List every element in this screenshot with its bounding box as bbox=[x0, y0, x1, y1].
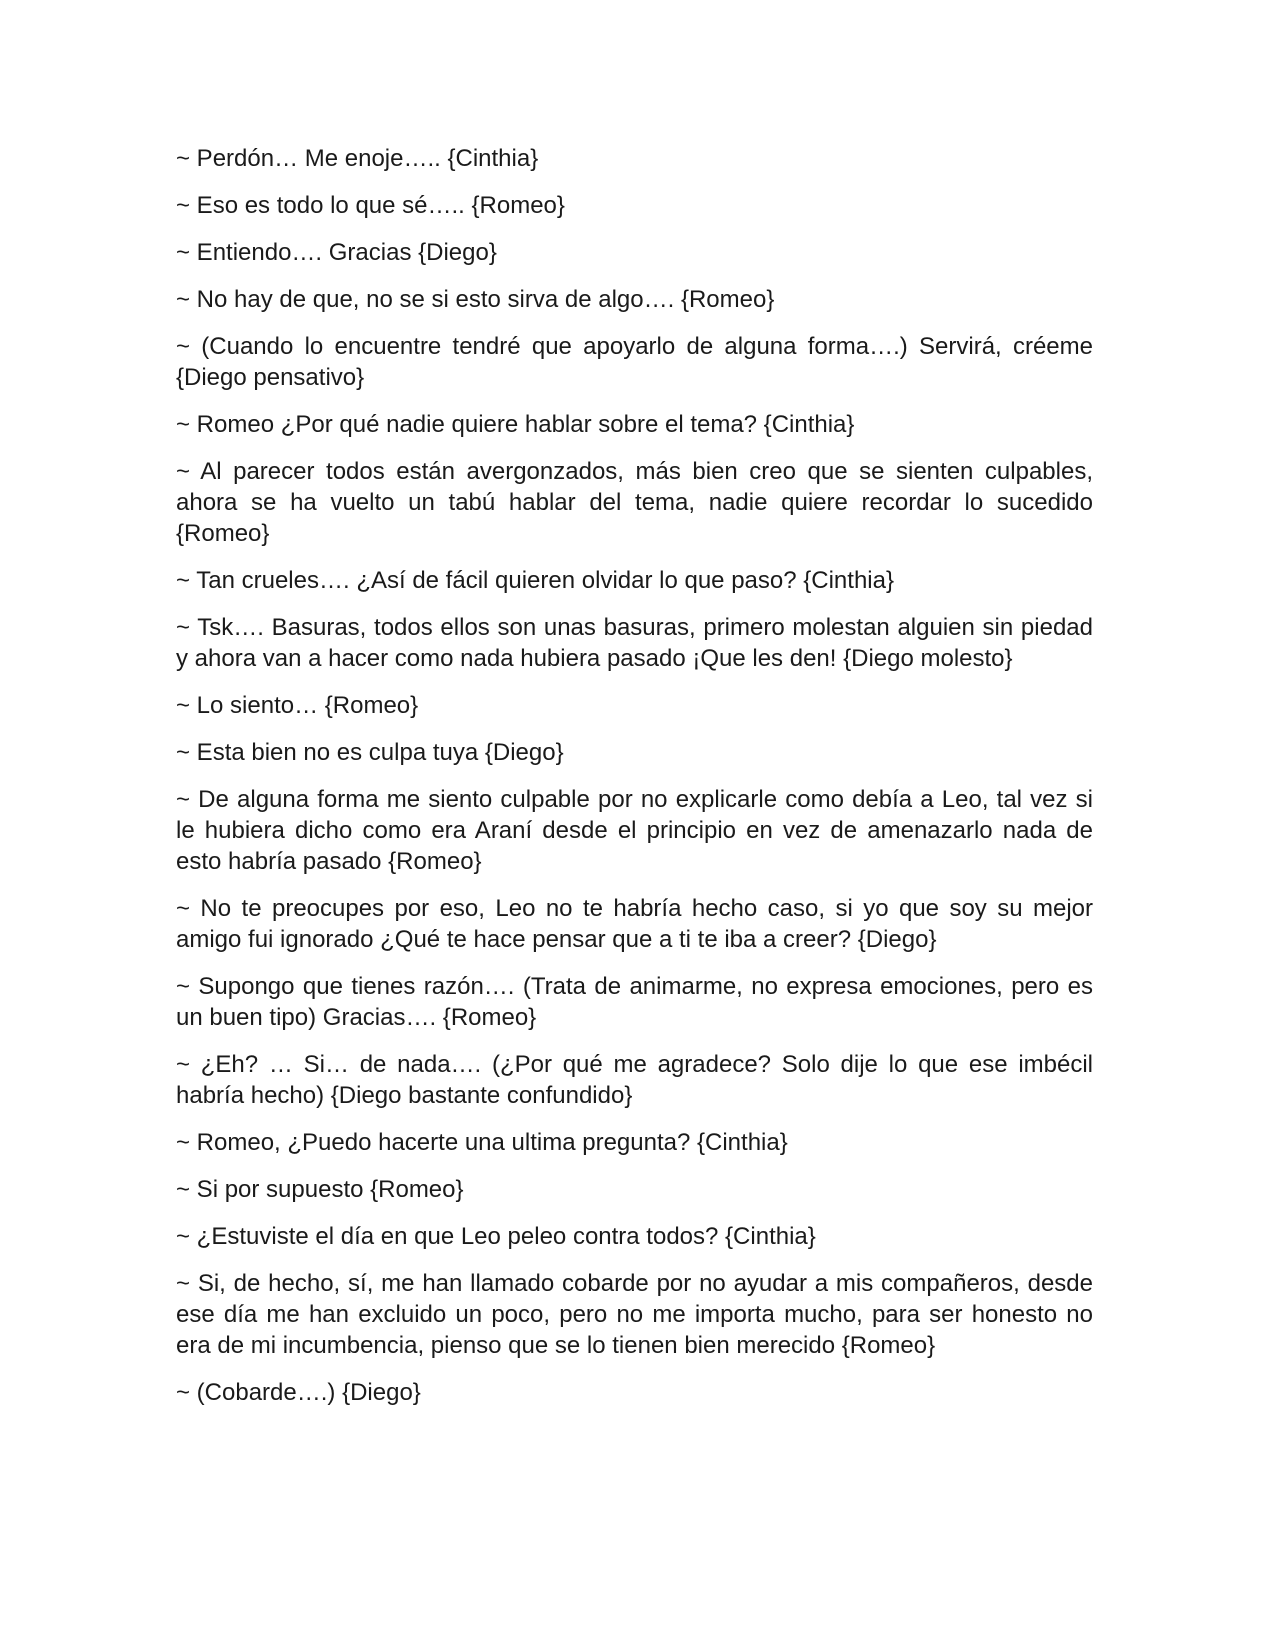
dialogue-line-2: ~ Eso es todo lo que sé….. {Romeo} bbox=[176, 192, 565, 219]
dialogue-line-15: ~ ¿Eh? … Si… de nada…. (¿Por qué me agradece? Solo dije lo que ese imbécil habría hecho) {Diego bastante confundido} bbox=[176, 1051, 1093, 1109]
dialogue-line-10: ~ Lo siento… {Romeo} bbox=[176, 692, 419, 719]
dialogue-line-20: ~ (Cobarde….) {Diego} bbox=[176, 1379, 421, 1406]
dialogue-line-19: ~ Si, de hecho, sí, me han llamado cobarde por no ayudar a mis compañeros, desde ese día me han excluido un poco, pero no me importa mucho, para ser honesto no era de mi incumbencia, pienso que se lo tienen bien merecido {Romeo} bbox=[176, 1270, 1093, 1359]
dialogue-line-18: ~ ¿Estuviste el día en que Leo peleo contra todos? {Cinthia} bbox=[176, 1223, 816, 1250]
dialogue-line-7: ~ Al parecer todos están avergonzados, más bien creo que se sienten culpables, ahora se ha vuelto un tabú hablar del tema, nadie quiere recordar lo sucedido {Romeo} bbox=[176, 458, 1093, 547]
dialogue-line-6: ~ Romeo ¿Por qué nadie quiere hablar sobre el tema? {Cinthia} bbox=[176, 411, 855, 438]
dialogue-line-13: ~ No te preocupes por eso, Leo no te habría hecho caso, si yo que soy su mejor amigo fui ignorado ¿Qué te hace pensar que a ti te iba a creer? {Diego} bbox=[176, 895, 1093, 953]
dialogue-line-17: ~ Si por supuesto {Romeo} bbox=[176, 1176, 464, 1203]
dialogue-line-9: ~ Tsk…. Basuras, todos ellos son unas basuras, primero molestan alguien sin piedad y ahora van a hacer como nada hubiera pasado ¡Que les den! {Diego molesto} bbox=[176, 614, 1093, 672]
dialogue-line-12: ~ De alguna forma me siento culpable por no explicarle como debía a Leo, tal vez si le hubiera dicho como era Araní desde el principio en vez de amenazarlo nada de esto habría pasado {Romeo} bbox=[176, 786, 1093, 875]
dialogue-line-5: ~ (Cuando lo encuentre tendré que apoyarlo de alguna forma….) Servirá, créeme {Diego pensativo} bbox=[176, 333, 1093, 391]
dialogue-line-14: ~ Supongo que tienes razón…. (Trata de animarme, no expresa emociones, pero es un buen tipo) Gracias…. {Romeo} bbox=[176, 973, 1093, 1031]
dialogue-line-1: ~ Perdón… Me enoje….. {Cinthia} bbox=[176, 145, 539, 172]
dialogue-line-16: ~ Romeo, ¿Puedo hacerte una ultima pregunta? {Cinthia} bbox=[176, 1129, 788, 1156]
dialogue-line-8: ~ Tan crueles…. ¿Así de fácil quieren olvidar lo que paso? {Cinthia} bbox=[176, 567, 894, 594]
document-body bbox=[176, 143, 1093, 1424]
dialogue-line-3: ~ Entiendo…. Gracias {Diego} bbox=[176, 239, 497, 266]
dialogue-line-4: ~ No hay de que, no se si esto sirva de algo…. {Romeo} bbox=[176, 286, 775, 313]
dialogue-line-11: ~ Esta bien no es culpa tuya {Diego} bbox=[176, 739, 564, 766]
